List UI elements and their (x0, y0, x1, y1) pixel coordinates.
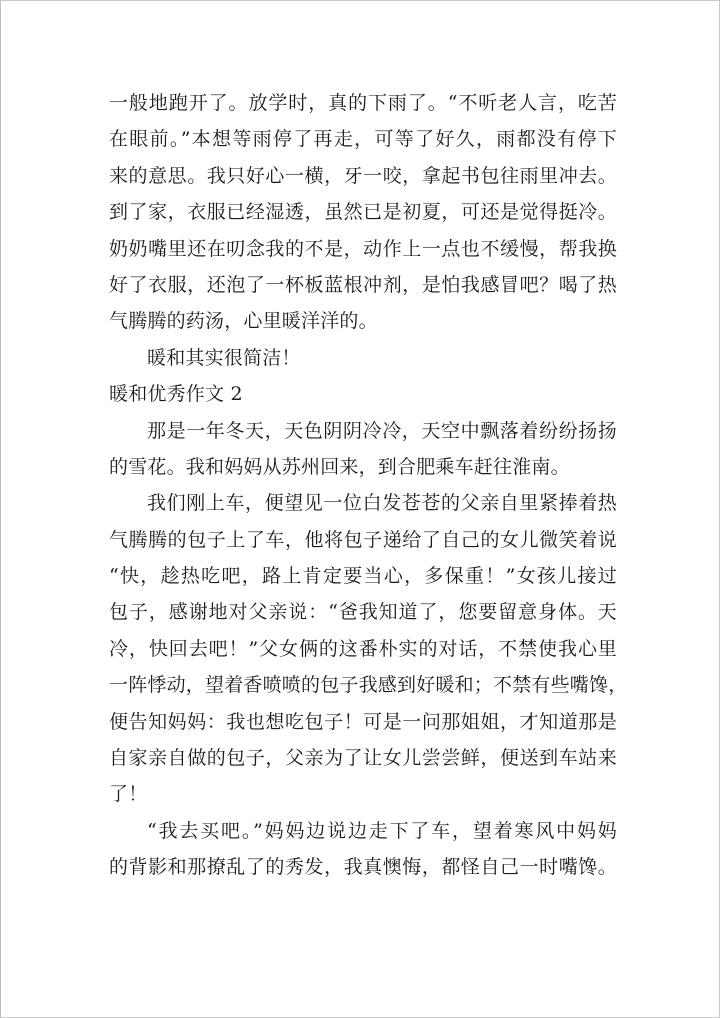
text-line: 自家亲自做的包子，父亲为了让女儿尝尝鲜，便送到车站来 (109, 747, 617, 770)
text-line: 气腾腾的包子上了车，他将包子递给了自己的女儿微笑着说 (109, 528, 617, 551)
text-line: 奶奶嘴里还在叨念我的不是，动作上一点也不缓慢，帮我换 (109, 237, 617, 260)
text-line: 的雪花。我和妈妈从苏州回来，到合肥乘车赶往淮南。 (109, 455, 570, 478)
text-line: 冷，快回去吧！”父女俩的这番朴实的对话，不禁使我心里 (109, 637, 617, 660)
text-line: 到了家，衣服已经湿透，虽然已是初夏，可还是觉得挺冷。 (109, 201, 617, 224)
text-line: 的背影和那撩乱了的秀发，我真懊悔，都怪自己一时嘴馋。 (109, 856, 617, 879)
text-line: 一般地跑开了。放学时，真的下雨了。“不听老人言，吃苦 (109, 92, 617, 114)
paragraph-line: “我去买吧。”妈妈边说边走下了车，望着寒风中妈妈 (147, 819, 617, 842)
document-body (109, 85, 628, 886)
paragraph-line: 我们刚上车，便望见一位白发苍苍的父亲自里紧捧着热 (147, 492, 617, 515)
text-line: 来的意思。我只好心一横，牙一咬，拿起书包往雨里冲去。 (109, 164, 617, 187)
text-line: 便告知妈妈：我也想吃包子！可是一问那姐姐，才知道那是 (109, 710, 617, 733)
paragraph-line: 暖和其实很简洁！ (147, 346, 301, 369)
text-line: 好了衣服，还泡了一杯板蓝根冲剂，是怕我感冒吧？喝了热 (109, 273, 617, 296)
section-heading: 暖和优秀作文 2 (109, 383, 243, 406)
text-line: 包子，感谢地对父亲说：“爸我知道了，您要留意身体。天 (109, 601, 617, 624)
text-line: 气腾腾的药汤，心里暖洋洋的。 (109, 310, 378, 333)
text-line: 在眼前。”本想等雨停了再走，可等了好久，雨都没有停下 (109, 128, 617, 151)
text-line: 了！ (109, 783, 148, 806)
text-line: “快，趁热吃吧，路上肯定要当心，多保重！”女孩儿接过 (109, 565, 617, 588)
paragraph-line: 那是一年冬天，天色阴阴冷冷，天空中飘落着纷纷扬扬 (147, 419, 617, 442)
text-line: 一阵悸动，望着香喷喷的包子我感到好暖和；不禁有些嘴馋， (109, 674, 628, 697)
